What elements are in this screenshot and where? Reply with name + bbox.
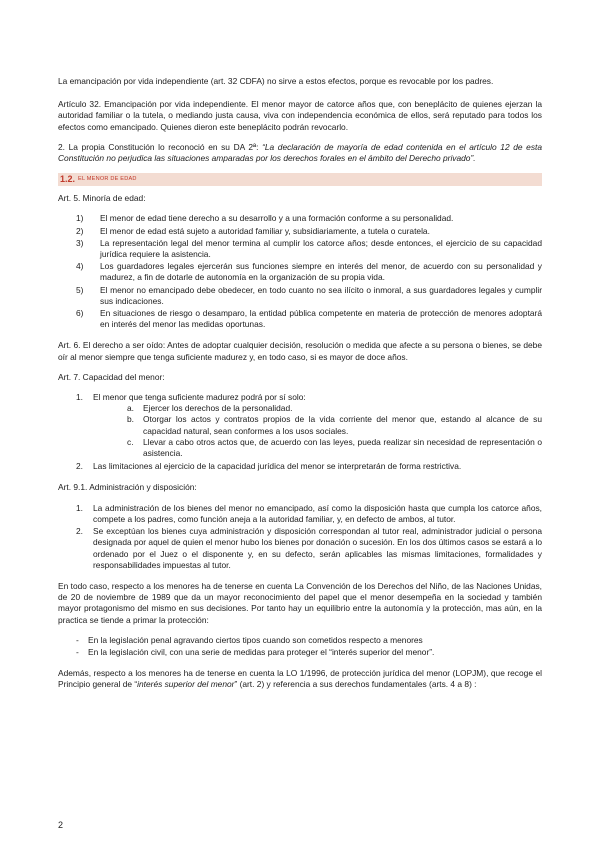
list-number: 2) — [76, 225, 84, 236]
list-number: 1. — [76, 502, 83, 513]
constitucion-prefix: 2. La propia Constitución lo reconoció en su DA 2ª: — [58, 141, 263, 152]
list-text: La representación legal del menor termina al cumplir los catorce años; desde entonces, el ejercicio de su capacidad jurídica requiere la asistencia. — [100, 237, 542, 260]
sublist-text: Otorgar los actos y contratos propios de la vida corriente del menor que, estando al alcance de su capacidad natural, sean conformes a los usos sociales. — [143, 414, 542, 436]
list-item — [58, 461, 542, 472]
list-item — [58, 647, 542, 658]
list-text: La administración de los bienes del menor no emancipado, así como la disposición hasta que cumpla los catorce años, compete a los padres, como función aneja a la autoridad familiar, y, en defecto de ambos, al tutor. — [93, 502, 542, 524]
constitucion-paragraph — [58, 142, 542, 164]
list-item — [58, 238, 542, 260]
list-item — [58, 503, 542, 525]
list-text: El menor no emancipado debe obedecer, en todo cuanto no sea ilícito o inmoral, a sus guardadores legales y cumplir sus indicaciones. — [100, 284, 542, 306]
art7-list — [58, 392, 542, 472]
page-number: 2 — [58, 820, 64, 830]
art91-list — [58, 503, 542, 571]
list-text: En la legislación penal agravando ciertos tipos cuando son cometidos respecto a menores — [88, 634, 423, 645]
dash-bullet: - — [76, 646, 79, 657]
list-item — [58, 635, 542, 646]
list-number: 2. — [76, 526, 83, 537]
art91-title: Art. 9.1. Administración y disposición: — [58, 482, 197, 493]
list-text: En la legislación civil, con una serie de medidas para proteger el “interés superior del menor”. — [88, 646, 435, 657]
constitucion-quote: “La declaración de mayoría de edad contenida en el artículo 12 de esta Constitución no perjudica las situaciones amparadas por los derechos forales en el ámbito del Derecho privado”. — [58, 141, 542, 164]
list-item — [58, 285, 542, 307]
list-item — [58, 226, 542, 237]
list-text — [93, 392, 542, 460]
sublist-letter: b. — [127, 414, 134, 425]
lopjm-paragraph — [58, 668, 542, 690]
list-item — [58, 308, 542, 330]
list-number: 1. — [76, 392, 83, 403]
list-text: Los guardadores legales ejercerán sus funciones siempre en interés del menor, de acuerdo con su personalidad y madurez, a fin de dotarle de autonomía en la organización de su propia vida. — [100, 261, 542, 283]
list-item — [58, 392, 542, 460]
art7-title: Art. 7. Capacidad del menor: — [58, 371, 165, 382]
list-item — [58, 261, 542, 283]
sublist-item — [93, 403, 542, 414]
list-text: El menor de edad está sujeto a autoridad familiar y, subsidiariamente, a tutela o curatela. — [100, 225, 430, 236]
list-number: 1) — [76, 213, 84, 224]
art5-list — [58, 213, 542, 330]
section-title: EL MENOR DE EDAD — [78, 176, 137, 183]
lopjm-text-a: Además, respecto a los menores ha de tenerse en cuenta la LO 1/1996, de protección jurídica del menor (LOPJM), que recoge el Principio general de “ — [58, 668, 542, 690]
section-heading-bar — [58, 173, 542, 186]
dash-bullet: - — [76, 634, 79, 645]
list-item — [58, 526, 542, 571]
page-content — [58, 74, 542, 691]
sublist-letter: c. — [127, 436, 134, 447]
list-number: 4) — [76, 261, 84, 272]
proteccion-list — [58, 635, 542, 658]
sublist-item — [93, 414, 542, 436]
section-number: 1.2. — [60, 174, 76, 185]
list-text: Las limitaciones al ejercicio de la capacidad jurídica del menor se interpretarán de forma restrictiva. — [93, 461, 462, 472]
list-text: Se exceptúan los bienes cuya administración y disposición correspondan al tutor real, administrador judicial o persona designada por aquel de quien el menor hubo los bienes por donación o sucesión. En los dos últimos casos se estará a lo ordenado por el Juez o el disponente y, en su defecto, serán aplicables las mismas limitaciones, formalidades y responsabilidades impuestas al tutor. — [93, 526, 542, 570]
list-item — [58, 213, 542, 224]
intro-paragraph: La emancipación por vida independiente (art. 32 CDFA) no sirve a estos efectos, porque es revocable por los padres. — [58, 76, 494, 86]
list-text: El menor de edad tiene derecho a su desarrollo y a una formación conforme a su personalidad. — [100, 213, 454, 224]
list-number: 5) — [76, 284, 84, 295]
art32-paragraph: Artículo 32. Emancipación por vida independiente. El menor mayor de catorce años que, con beneplácito de quienes ejerzan la autoridad familiar o la tutela, o mediando justa causa, viva con independencia económica de ellos, será reputado para todos los efectos como emancipado. Quienes dieron este beneplácito podrán revocarlo. — [58, 99, 542, 132]
lopjm-italic: interés superior del menor — [137, 679, 235, 690]
convencion-paragraph: En todo caso, respecto a los menores ha de tenerse en cuenta La Convención de los Derechos del Niño, de las Naciones Unidas, de 20 de noviembre de 1989 que da un mayor reconocimiento del papel que el menor desempeña en la sociedad y también mayor protagonismo del mismo en sus decisiones. Por tanto hay un equilibrio entre la autonomía y la protección, mas aún, en la practica se tiende a primar la protección: — [58, 580, 542, 625]
lopjm-text-b: ” (art. 2) y referencia a sus derechos fundamentales (arts. 4 a 8) : — [234, 679, 477, 690]
list-number: 2. — [76, 461, 83, 472]
art5-title: Art. 5. Minoría de edad: — [58, 193, 146, 204]
sublist-text: Ejercer los derechos de la personalidad. — [143, 403, 293, 414]
sublist-item — [93, 437, 542, 459]
list-number: 6) — [76, 308, 84, 319]
sublist-text: Llevar a cabo otros actos que, de acuerdo con las leyes, pueda realizar sin necesidad de representación o asistencia. — [143, 436, 542, 459]
art7-sublist — [93, 403, 542, 459]
list-text: En situaciones de riesgo o desamparo, la entidad pública competente en materia de protección de menores adoptará en interés del menor las medidas oportunas. — [100, 308, 542, 330]
art6-paragraph: Art. 6. El derecho a ser oído: Antes de adoptar cualquier decisión, resolución o medida que afecte a su persona o bienes, se debe oír al menor siempre que tenga suficiente madurez y, en todo caso, si es mayor de doce años. — [58, 340, 542, 362]
list-number: 3) — [76, 237, 84, 248]
sublist-letter: a. — [127, 403, 134, 414]
art7-item1-text: El menor que tenga suficiente madurez podrá por sí solo: — [93, 392, 306, 403]
